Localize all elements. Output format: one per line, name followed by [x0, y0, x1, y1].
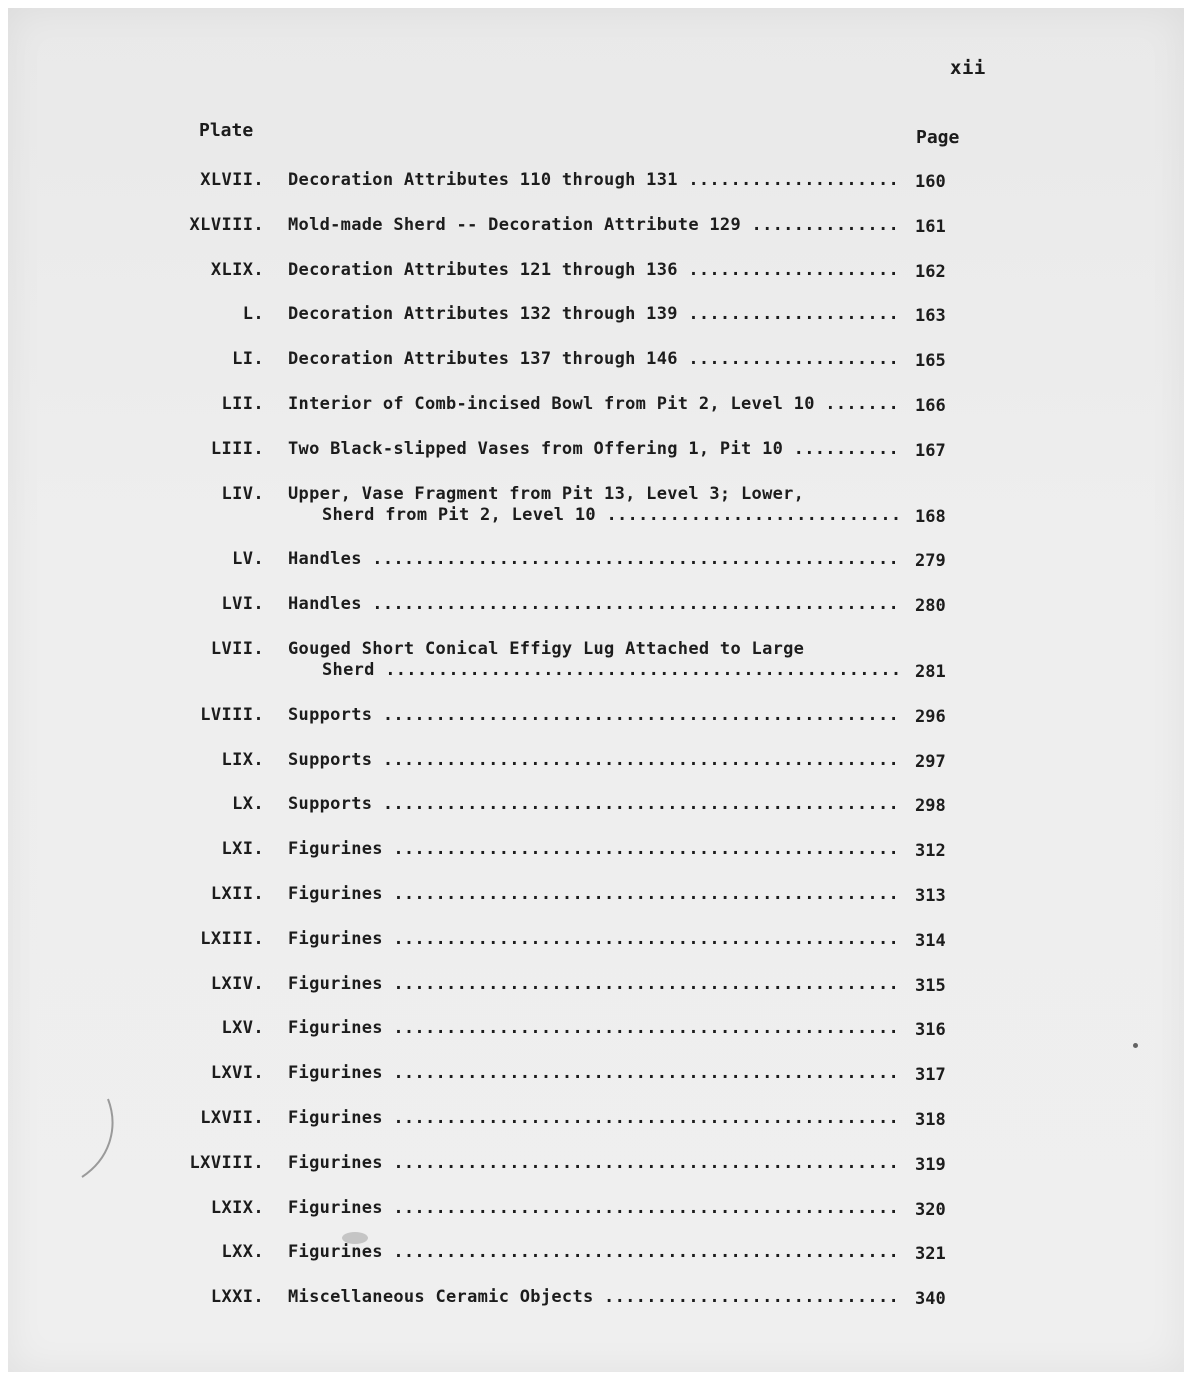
plate-title: Mold-made Sherd -- Decoration Attribute 129 .....	[288, 215, 900, 235]
plate-title: Decoration Attributes 110 through 131 .....	[288, 170, 900, 190]
plate-title: Supports .....	[288, 794, 900, 814]
plate-page-number: 163	[915, 306, 946, 327]
plate-numeral: LV.	[232, 549, 264, 570]
plate-page-number: 160	[915, 172, 946, 192]
plate-numeral: LIII.	[210, 438, 264, 459]
plate-page-number: 281	[915, 662, 946, 682]
plate-title: Figurines .....	[288, 1198, 900, 1218]
plate-page-number: 168	[915, 506, 946, 527]
plate-page-number: 316	[915, 1020, 946, 1041]
plate-page-number: 297	[915, 751, 946, 772]
plate-page-number: 165	[915, 351, 946, 372]
plate-title: Two Black-slipped Vases from Offering 1, Pit 10 .....	[288, 439, 900, 459]
plate-page-number: 162	[915, 261, 946, 282]
plate-title: Handles .....	[288, 594, 900, 614]
plate-numeral: LXV.	[221, 1018, 264, 1039]
plate-page-number: 321	[915, 1244, 946, 1265]
plate-numeral: LXVII.	[200, 1108, 264, 1128]
plate-numeral: LXIV.	[210, 973, 264, 994]
plate-numeral: XLVIII.	[189, 214, 264, 235]
plate-numeral: LI.	[232, 349, 264, 370]
plate-title: Miscellaneous Ceramic Objects .....	[288, 1287, 900, 1307]
plate-title: Sherd from Pit 2, Level 10 .....	[322, 505, 900, 525]
plate-page-number: 296	[915, 706, 946, 727]
plate-title: Decoration Attributes 132 through 139 .....	[288, 304, 900, 324]
plate-numeral: LXX.	[221, 1242, 264, 1263]
page-column-header: Page	[916, 127, 960, 148]
plate-numeral: L.	[242, 304, 264, 325]
plate-title: Supports .....	[288, 750, 900, 770]
plate-title: Figurines .....	[288, 974, 900, 994]
plate-title: Figurines .....	[288, 929, 900, 949]
plate-numeral: XLVII.	[200, 170, 264, 190]
plate-title: Figurines .....	[288, 839, 900, 859]
plate-numeral: LVII.	[210, 639, 264, 659]
paper-speck	[1133, 1043, 1138, 1048]
plate-page-number: 298	[915, 796, 946, 817]
plate-numeral: LIX.	[221, 749, 264, 770]
plate-numeral: LXVIII.	[189, 1152, 264, 1173]
plate-page-number: 279	[915, 551, 946, 572]
plate-title: Figurines .....	[288, 1242, 900, 1262]
plate-title: Gouged Short Conical Effigy Lug Attached to Large	[288, 639, 805, 659]
paper-smudge	[342, 1232, 368, 1244]
plate-title: Upper, Vase Fragment from Pit 13, Level 3; Lower,	[288, 483, 805, 504]
plate-title: Figurines .....	[288, 1108, 900, 1128]
plate-title: Sherd .....	[322, 660, 900, 680]
plate-title: Interior of Comb-incised Bowl from Pit 2, Level 10 .....	[288, 394, 900, 414]
plate-title: Figurines .....	[288, 1018, 900, 1038]
plate-page-number: 319	[915, 1154, 946, 1175]
plate-page-number: 318	[915, 1110, 946, 1130]
plate-title: Decoration Attributes 121 through 136 .....	[288, 260, 900, 280]
plate-page-number: 312	[915, 841, 946, 862]
plate-page-number: 317	[915, 1065, 946, 1086]
plate-page-number: 161	[915, 216, 946, 237]
plate-page-number: 314	[915, 930, 946, 951]
plate-page-number: 313	[915, 886, 946, 906]
plate-page-number: 340	[915, 1289, 946, 1310]
plate-numeral: LXIX.	[210, 1197, 264, 1218]
plate-page-number: 320	[915, 1199, 946, 1220]
plate-numeral: LVIII.	[200, 704, 264, 725]
plate-numeral: LXIII.	[200, 928, 264, 949]
plate-numeral: LXII.	[210, 884, 264, 904]
plate-page-number: 280	[915, 596, 946, 617]
plate-numeral: LXXI.	[210, 1287, 264, 1308]
plate-numeral: XLIX.	[210, 259, 264, 280]
plate-column-header: Plate	[199, 120, 254, 141]
plate-page-number: 166	[915, 396, 946, 416]
plate-title: Figurines .....	[288, 1063, 900, 1083]
plate-title: Decoration Attributes 137 through 146 .....	[288, 349, 900, 369]
plate-title: Figurines .....	[288, 884, 900, 904]
plate-title: Supports .....	[288, 705, 900, 725]
plate-numeral: LIV.	[221, 483, 264, 504]
plate-numeral: LXI.	[221, 839, 264, 860]
plate-title: Handles .....	[288, 549, 900, 569]
plate-numeral: LXVI.	[210, 1063, 264, 1084]
plate-numeral: LX.	[232, 794, 264, 815]
page-number: xii	[950, 57, 986, 79]
plate-title: Figurines .....	[288, 1153, 900, 1173]
plate-numeral: LVI.	[221, 594, 264, 615]
plate-page-number: 315	[915, 975, 946, 996]
paper-scratch-mark	[60, 1095, 120, 1185]
plate-numeral: LII.	[221, 394, 264, 414]
plate-page-number: 167	[915, 440, 946, 461]
